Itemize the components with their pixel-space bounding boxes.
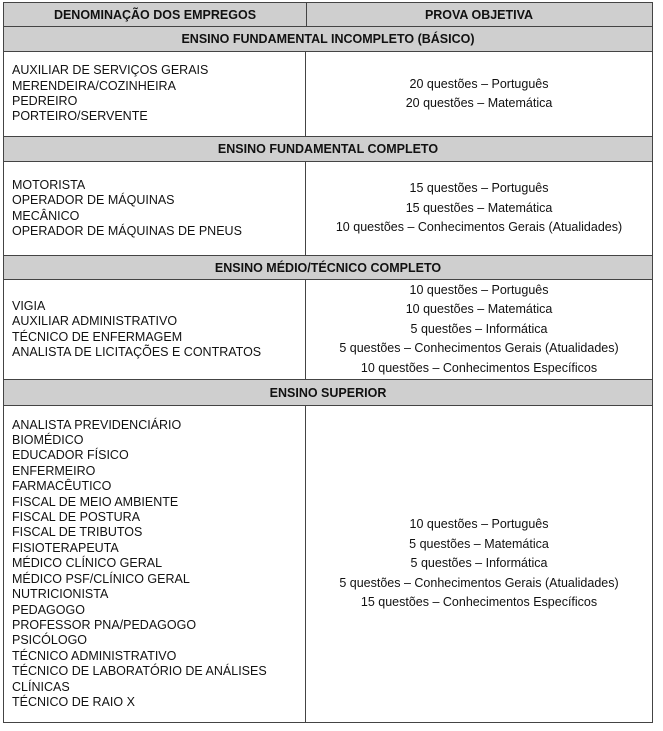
job-item: MERENDEIRA/COZINHEIRA bbox=[12, 78, 176, 93]
job-item: NUTRICIONISTA bbox=[12, 587, 109, 602]
job-item: PORTEIRO/SERVENTE bbox=[12, 109, 148, 124]
job-item: MÉDICO PSF/CLÍNICO GERAL bbox=[12, 571, 190, 586]
job-item: ANALISTA DE LICITAÇÕES E CONTRATOS bbox=[12, 344, 262, 359]
section-title-fundamental-completo: ENSINO FUNDAMENTAL COMPLETO bbox=[4, 136, 652, 162]
exam-item: 10 questões – Conhecimentos Gerais (Atualidades) bbox=[335, 220, 623, 235]
section-title-superior: ENSINO SUPERIOR bbox=[4, 379, 652, 406]
job-item: ENFERMEIRO bbox=[12, 463, 96, 478]
section-title-medio-tecnico: ENSINO MÉDIO/TÉCNICO COMPLETO bbox=[4, 255, 652, 280]
exam-item: 10 questões – Matemática bbox=[405, 302, 553, 317]
job-item: FARMACÊUTICO bbox=[12, 479, 112, 494]
exam-item: 20 questões – Matemática bbox=[405, 96, 553, 110]
exam-item: 5 questões – Informática bbox=[410, 321, 548, 336]
job-item: PROFESSOR PNA/PEDAGOGO bbox=[12, 617, 197, 632]
job-item: TÉCNICO DE ENFERMAGEM bbox=[12, 329, 183, 344]
header-exam: PROVA OBJETIVA bbox=[424, 7, 534, 22]
job-item: OPERADOR DE MÁQUINAS bbox=[12, 193, 175, 208]
exam-item: 5 questões – Matemática bbox=[409, 536, 549, 551]
section-body-fundamental-incompleto bbox=[4, 52, 652, 136]
job-item: FISCAL DE POSTURA bbox=[12, 510, 141, 525]
jobs-list bbox=[4, 162, 306, 255]
job-item: BIOMÉDICO bbox=[12, 433, 84, 448]
job-item: EDUCADOR FÍSICO bbox=[12, 448, 129, 463]
exam-list bbox=[306, 406, 652, 722]
exam-list bbox=[306, 52, 652, 136]
job-item: ANALISTA PREVIDENCIÁRIO bbox=[12, 417, 182, 432]
job-item: TÉCNICO DE RAIO X bbox=[12, 694, 135, 709]
job-item: OPERADOR DE MÁQUINAS DE PNEUS bbox=[12, 223, 242, 238]
section-body-medio-tecnico bbox=[4, 280, 652, 379]
job-item: AUXILIAR DE SERVIÇOS GERAIS bbox=[12, 63, 209, 78]
job-item: FISCAL DE MEIO AMBIENTE bbox=[12, 494, 179, 509]
job-item: TÉCNICO DE LABORATÓRIO DE ANÁLISES bbox=[12, 664, 267, 679]
jobs-list bbox=[4, 406, 306, 722]
job-item: TÉCNICO ADMINISTRATIVO bbox=[12, 648, 177, 663]
exam-list bbox=[306, 280, 652, 379]
exam-item: 5 questões – Conhecimentos Gerais (Atualidades) bbox=[339, 575, 619, 590]
exam-item: 10 questões – Português bbox=[409, 517, 549, 532]
job-item: MECÂNICO bbox=[12, 208, 80, 223]
exam-item: 20 questões – Português bbox=[409, 76, 549, 91]
job-item: CLÍNICAS bbox=[12, 679, 70, 694]
job-item: FISCAL DE TRIBUTOS bbox=[12, 525, 143, 540]
exam-item: 5 questões – Informática bbox=[410, 556, 548, 571]
exam-item: 10 questões – Conhecimentos Específicos bbox=[360, 360, 598, 375]
exam-item: 10 questões – Português bbox=[409, 282, 549, 297]
job-item: AUXILIAR ADMINISTRATIVO bbox=[12, 314, 178, 329]
exam-item: 5 questões – Conhecimentos Gerais (Atualidades) bbox=[339, 341, 619, 356]
exam-table bbox=[3, 2, 653, 723]
exam-item: 15 questões – Conhecimentos Específicos bbox=[360, 595, 598, 610]
exam-item: 15 questões – Matemática bbox=[405, 200, 553, 215]
job-item: FISIOTERAPEUTA bbox=[12, 540, 119, 555]
job-item: PSICÓLOGO bbox=[12, 633, 88, 648]
section-body-fundamental-completo bbox=[4, 162, 652, 255]
job-item: MÉDICO CLÍNICO GERAL bbox=[12, 556, 163, 571]
job-item: PEDREIRO bbox=[12, 94, 78, 108]
table-header-row bbox=[4, 3, 652, 27]
section-title-fundamental-incompleto: ENSINO FUNDAMENTAL INCOMPLETO (BÁSICO) bbox=[4, 27, 652, 52]
header-jobs: DENOMINAÇÃO DOS EMPREGOS bbox=[4, 3, 307, 26]
job-item: PEDAGOGO bbox=[12, 602, 85, 617]
exam-list bbox=[306, 162, 652, 255]
jobs-list bbox=[4, 52, 306, 136]
job-item: MOTORISTA bbox=[12, 177, 86, 192]
exam-item: 15 questões – Português bbox=[409, 181, 549, 196]
jobs-list bbox=[4, 280, 306, 379]
section-body-superior bbox=[4, 406, 652, 722]
job-item: VIGIA bbox=[12, 298, 46, 313]
